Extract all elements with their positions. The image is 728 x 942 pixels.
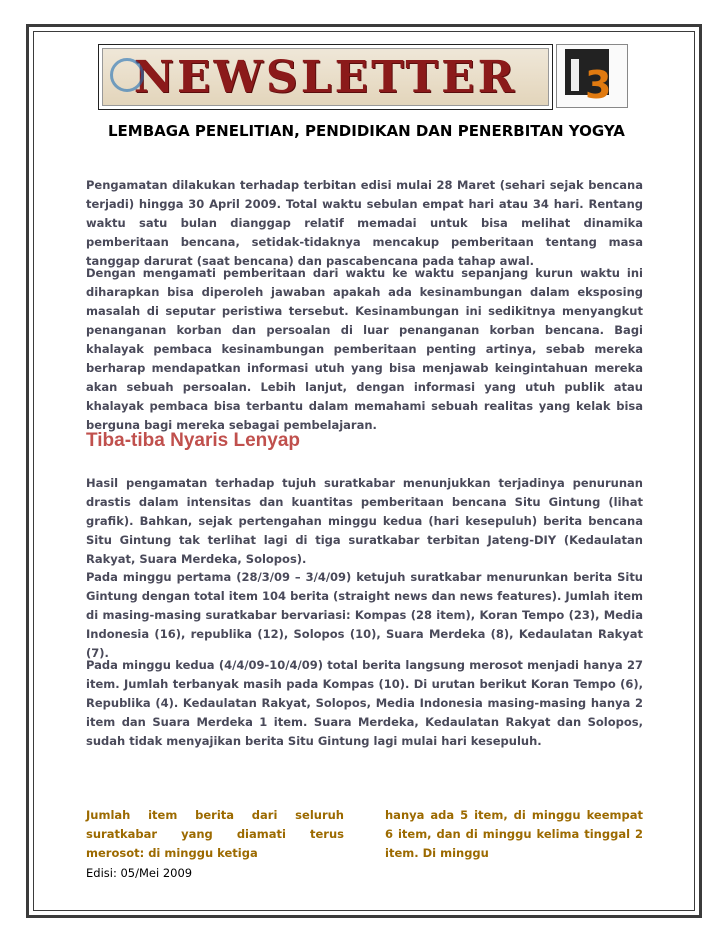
globe-icon [110,58,144,92]
section-subheading: Tiba-tiba Nyaris Lenyap [86,430,300,451]
paragraph-3: Hasil pengamatan terhadap tujuh suratkabar menunjukkan terjadinya penurunan drastis dalam intensitas dan kuantitas pemberitaan bencana Situ Gintung (lihat grafik). Bahkan, sejak pertengahan minggu kedua (hari kesepuluh) berita bencana Situ Gintung tak terlihat lagi di tiga suratkabar terbitan Jateng-DIY (Kedaulatan Rakyat, Suara Merdeka, Solopos). [86,476,643,566]
page-border-inner [33,31,695,911]
edition-footer: Edisi: 05/Mei 2009 [86,866,193,880]
banner-background [102,48,549,106]
logo-number: 3 [585,63,612,107]
lp3y-logo [556,44,628,108]
paragraph-2: Dengan mengamati pemberitaan dari waktu ke waktu sepanjang kurun waktu ini diharapkan bisa diperoleh jawaban apakah ada kesinambungan dalam eksposing masalah di seputar peristiwa tersebut. Kesinambungan ini sedikitnya menyangkut penanganan korban dan persoalan di luar penanganan korban bencana. Bagi khalayak pembaca kesinambungan pemberitaan penting artinya, sebab mereka berharap mendapatkan informasi utuh yang bisa menjawab keingintahuan mereka akan sebuah persoalan. Lebih lanjut, dengan informasi yang utuh publik atau khalayak pembaca bisa terbantu dalam memahami sebuah realitas yang kelak bisa berguna bagi mereka sebagai pembelajaran. [86,266,643,432]
paragraph-4: Pada minggu pertama (28/3/09 – 3/4/09) ketujuh suratkabar menurunkan berita Situ Gintung dengan total item 104 berita (straight news dan news features). Jumlah item di masing-masing suratkabar bervariasi: Kompas (28 item), Koran Tempo (23), Media Indonesia (16), republika (12), Solopos (10), Suara Merdeka (8), Kedaulatan Rakyat (7). [86,570,643,660]
logo-stroke [571,59,579,91]
institution-heading: LEMBAGA PENELITIAN, PENDIDIKAN DAN PENERBITAN YOGYA [108,122,625,140]
newsletter-banner [98,44,553,110]
banner-title: NEWSLETTER [133,51,518,103]
column-right: hanya ada 5 item, di minggu keempat 6 item, dan di minggu kelima tinggal 2 item. Di minggu [385,808,643,860]
paragraph-1: Pengamatan dilakukan terhadap terbitan edisi mulai 28 Maret (sehari sejak bencana terjadi) hingga 30 April 2009. Total waktu sebulan empat hari atau 34 hari. Rentang waktu satu bulan dianggap relatif memadai untuk bisa melihat dinamika pemberitaan bencana, setidak-tidaknya mencakup pemberitaan tentang masa tanggap darurat (saat bencana) dan pascabencana pada tahap awal. [86,178,643,268]
paragraph-5: Pada minggu kedua (4/4/09-10/4/09) total berita langsung merosot menjadi hanya 27 item. Jumlah terbanyak masih pada Kompas (10). Di urutan berikut Koran Tempo (6), Republika (4). Kedaulatan Rakyat, Solopos, Media Indonesia masing-masing hanya 2 item dan Suara Merdeka 1 item. Suara Merdeka, Kedaulatan Rakyat dan Solopos, sudah tidak menyajikan berita Situ Gintung lagi mulai hari kesepuluh. [86,658,643,748]
column-left: Jumlah item berita dari seluruh suratkabar yang diamati terus merosot: di minggu ketiga [86,808,344,860]
